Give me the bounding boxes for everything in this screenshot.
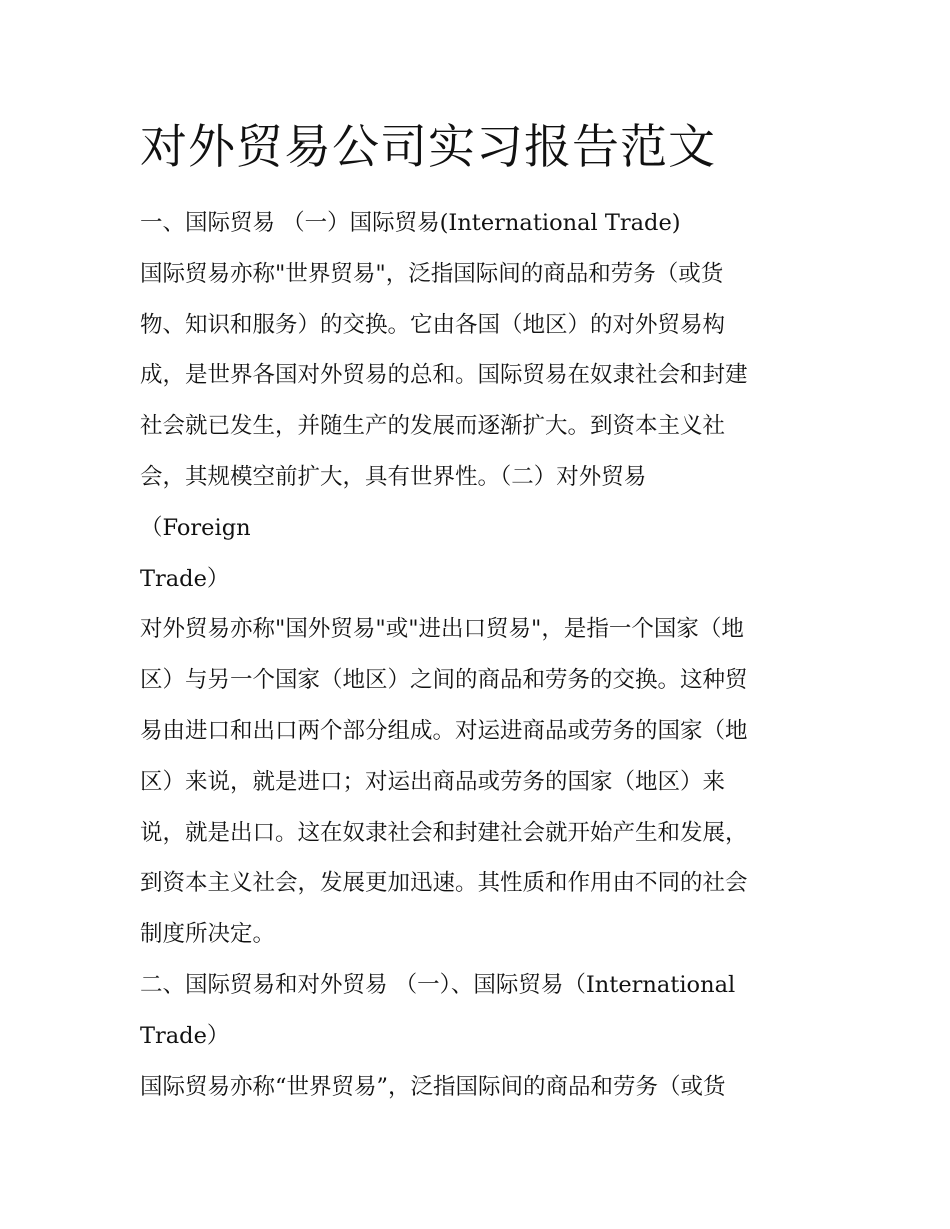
paragraph-line: （Foreign <box>140 514 251 541</box>
paragraph-line: 到资本主义社会，发展更加迅速。其性质和作用由不同的社会 <box>140 870 748 897</box>
document-title: 对外贸易公司实习报告范文 <box>140 120 716 175</box>
document-body <box>140 203 830 1117</box>
paragraph-line: 区）来说，就是进口；对运出商品或劳务的国家（地区）来 <box>140 768 726 795</box>
paragraph-line: 国际贸易亦称“世界贸易”，泛指国际间的商品和劳务（或货 <box>140 1073 726 1100</box>
paragraph-line: 会，其规模空前扩大，具有世界性。（二）对外贸易 <box>140 463 647 490</box>
paragraph-line: 成，是世界各国对外贸易的总和。国际贸易在奴隶社会和封建 <box>140 362 748 389</box>
paragraph-line: 区）与另一个国家（地区）之间的商品和劳务的交换。这种贸 <box>140 667 748 694</box>
paragraph-line: 社会就已发生，并随生产的发展而逐渐扩大。到资本主义社 <box>140 413 726 440</box>
section-heading-2: 二、国际贸易和对外贸易 （一）、国际贸易（International <box>140 971 736 998</box>
paragraph-line: 易由进口和出口两个部分组成。对运进商品或劳务的国家（地 <box>140 717 748 744</box>
paragraph-line: Trade） <box>140 565 230 592</box>
paragraph-line: 制度所决定。 <box>140 921 276 948</box>
paragraph-line: 对外贸易亦称"国外贸易"或"进出口贸易"，是指一个国家（地 <box>140 616 744 643</box>
paragraph-line: 物、知识和服务）的交换。它由各国（地区）的对外贸易构 <box>140 311 726 338</box>
paragraph-line: Trade） <box>140 1022 230 1049</box>
paragraph-line: 国际贸易亦称"世界贸易"，泛指国际间的商品和劳务（或货 <box>140 260 724 287</box>
paragraph-line: 说，就是出口。这在奴隶社会和封建社会就开始产生和发展， <box>140 819 748 846</box>
section-heading-1: 一、国际贸易 （一）国际贸易(International Trade) <box>140 210 681 236</box>
